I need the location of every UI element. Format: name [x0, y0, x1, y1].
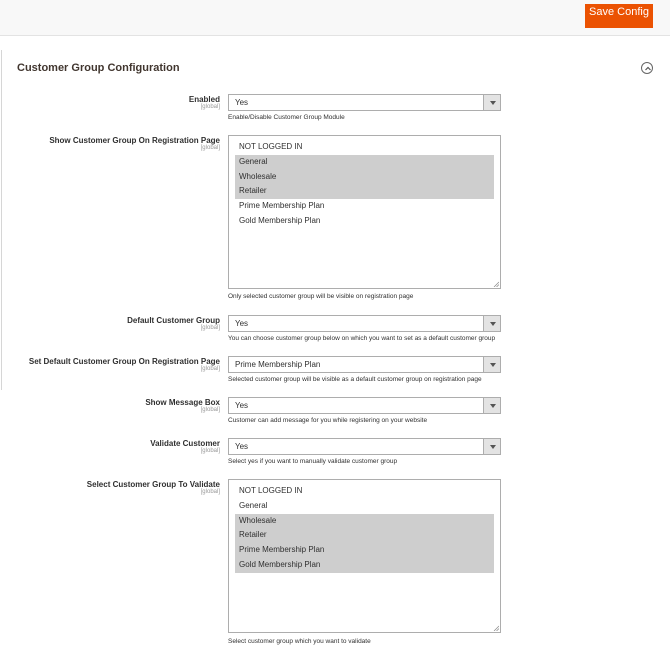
message-box-note: Customer can add message for you while registering on your website [228, 417, 428, 424]
message-box-select[interactable] [228, 397, 501, 414]
chevron-down-icon [483, 398, 500, 413]
save-config-button[interactable]: Save Config [585, 4, 653, 28]
default-group-note: You can choose customer group below on which you want to set as a default customer group [228, 335, 496, 342]
show-group-multiselect[interactable] [228, 135, 501, 289]
validate-option-wholesale[interactable]: Wholesale [235, 514, 494, 529]
set-default-group-select[interactable] [228, 356, 501, 373]
enabled-select-value: Yes [235, 98, 249, 107]
chevron-down-icon [483, 439, 500, 454]
show-group-option-gold[interactable]: Gold Membership Plan [239, 215, 321, 225]
enabled-select[interactable] [228, 94, 501, 111]
message-box-select-value: Yes [235, 401, 249, 410]
validate-groups-multiselect[interactable] [228, 479, 501, 633]
validate-option-retailer[interactable]: Retailer [235, 528, 494, 543]
resize-handle-icon[interactable] [493, 625, 499, 631]
show-group-label: Show Customer Group On Registration Page [49, 136, 220, 145]
validate-groups-note: Select customer group which you want to validate [228, 638, 371, 645]
validate-option-general[interactable]: General [239, 500, 268, 510]
enabled-note: Enable/Disable Customer Group Module [228, 114, 345, 121]
validate-customer-note: Select yes if you want to manually validate customer group [228, 458, 398, 465]
set-default-group-scope: [global] [200, 366, 220, 372]
set-default-group-select-value: Prime Membership Plan [235, 360, 321, 369]
default-group-label: Default Customer Group [127, 316, 220, 325]
default-group-select-value: Yes [235, 319, 249, 328]
validate-option-prime[interactable]: Prime Membership Plan [235, 543, 494, 558]
default-group-select[interactable] [228, 315, 501, 332]
resize-handle-icon[interactable] [493, 281, 499, 287]
page-actions-bar [0, 0, 670, 36]
show-group-scope: [global] [200, 145, 220, 151]
show-group-option-not-logged-in[interactable]: NOT LOGGED IN [239, 142, 303, 151]
validate-customer-select[interactable] [228, 438, 501, 455]
enabled-scope: [global] [200, 104, 220, 110]
validate-option-not-logged-in[interactable]: NOT LOGGED IN [239, 486, 303, 495]
collapse-icon[interactable] [641, 62, 653, 74]
validate-customer-select-value: Yes [235, 442, 249, 451]
show-group-option-wholesale[interactable]: Wholesale [235, 170, 494, 185]
show-group-option-prime[interactable]: Prime Membership Plan [239, 201, 325, 211]
message-box-label: Show Message Box [145, 398, 220, 407]
enabled-label: Enabled [188, 95, 220, 104]
validate-option-gold[interactable]: Gold Membership Plan [235, 558, 494, 573]
chevron-down-icon [483, 357, 500, 372]
set-default-group-note: Selected customer group will be visible as a default customer group on registration page [228, 376, 482, 383]
default-group-scope: [global] [200, 325, 220, 331]
validate-customer-label: Validate Customer [150, 439, 220, 448]
show-group-option-general[interactable]: General [235, 155, 494, 170]
validate-groups-label: Select Customer Group To Validate [86, 480, 220, 489]
show-group-note: Only selected customer group will be visible on registration page [228, 293, 414, 300]
validate-groups-scope: [global] [200, 489, 220, 495]
message-box-scope: [global] [200, 407, 220, 413]
validate-customer-scope: [global] [200, 448, 220, 454]
chevron-down-icon [483, 316, 500, 331]
show-group-option-retailer[interactable]: Retailer [235, 184, 494, 199]
set-default-group-label: Set Default Customer Group On Registration Page [28, 357, 220, 366]
section-title[interactable]: Customer Group Configuration [17, 62, 180, 74]
chevron-down-icon [483, 95, 500, 110]
